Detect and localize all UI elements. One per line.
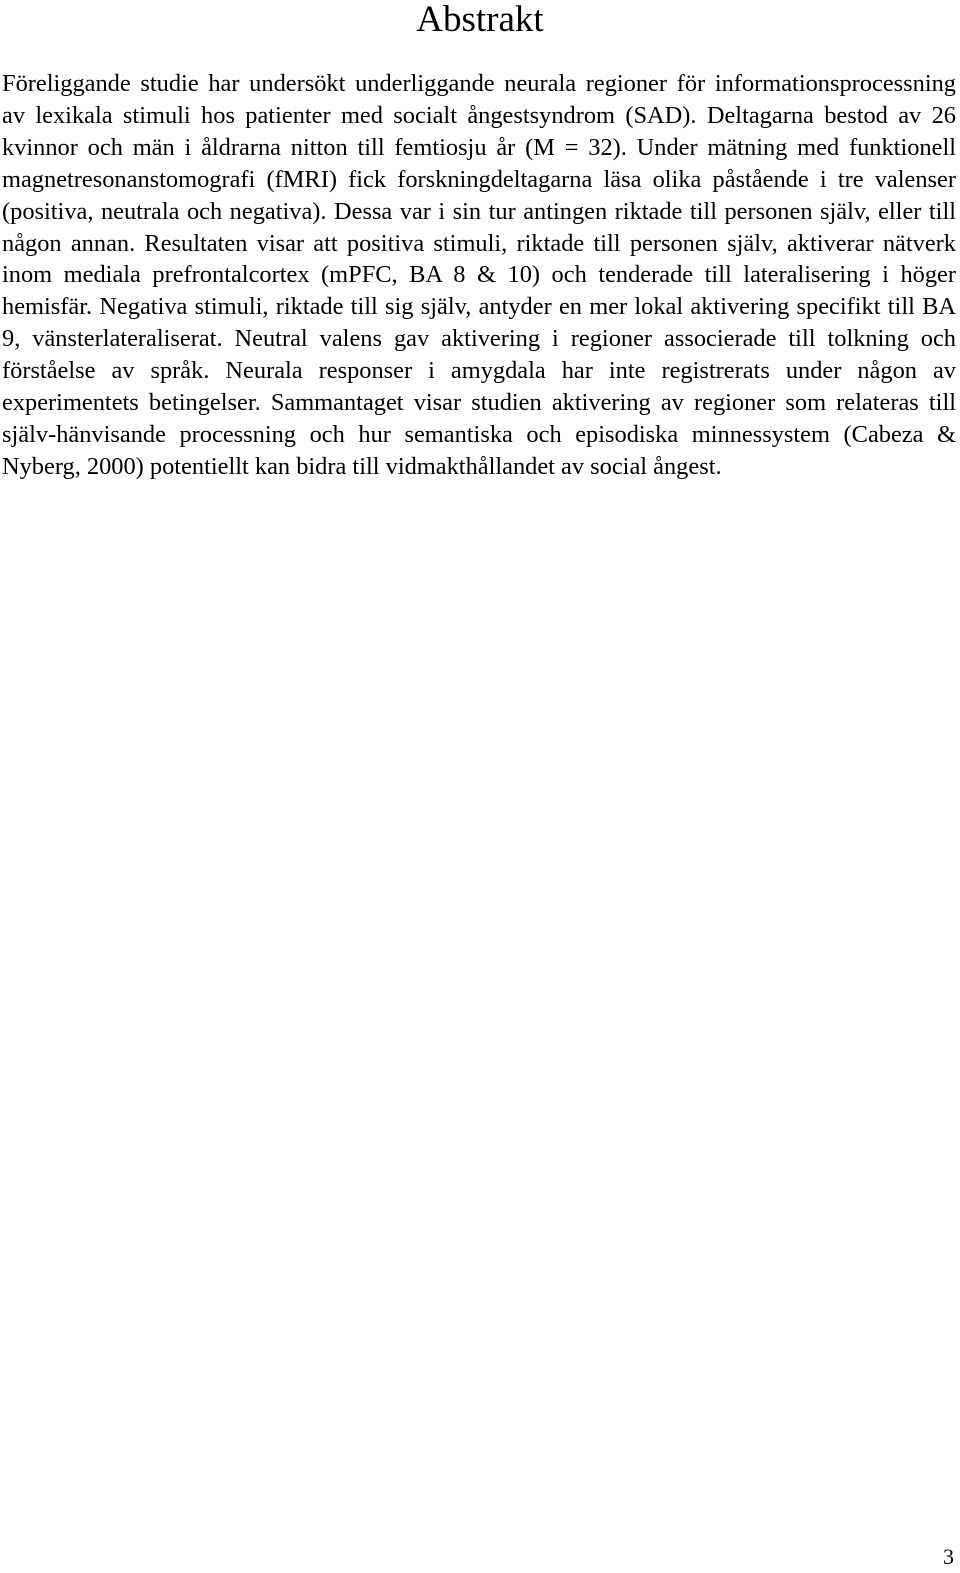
- abstract-paragraph: Föreliggande studie har undersökt underliggande neurala regioner för informationsprocessning av lexikala stimuli hos patienter med socialt ångestsyndrom (SAD). Deltagarna bestod av 26 kvinnor och män i åldrarna nitton till femtiosju år (M = 32). Under mätning med funktionell magnetresonanstomografi (fMRI) fick forskningdeltagarna läsa olika påstående i tre valenser (positiva, neutrala och negativa). Dessa var i sin tur antingen riktade till personen själv, eller till någon annan. Resultaten visar att positiva stimuli, riktade till personen själv, aktiverar nätverk inom mediala prefrontalcortex (mPFC, BA 8 & 10) och tenderade till lateralisering i höger hemisfär. Negativa stimuli, riktade till sig själv, antyder en mer lokal aktivering specifikt till BA 9, vänsterlateraliserat. Neutral valens gav aktivering i regioner associerade till tolkning och förståelse av språk. Neurala responser i amygdala har inte registrerats under någon av experimentets betingelser. Sammantaget visar studien aktivering av regioner som relateras till själv-hänvisande processning och hur semantiska och episodiska minnessystem (Cabeza & Nyberg, 2000) potentiellt kan bidra till vidmakthållandet av social ångest.: [2, 70, 956, 480]
- page-number: 3: [943, 1544, 954, 1569]
- page-title: Abstrakt: [416, 0, 544, 40]
